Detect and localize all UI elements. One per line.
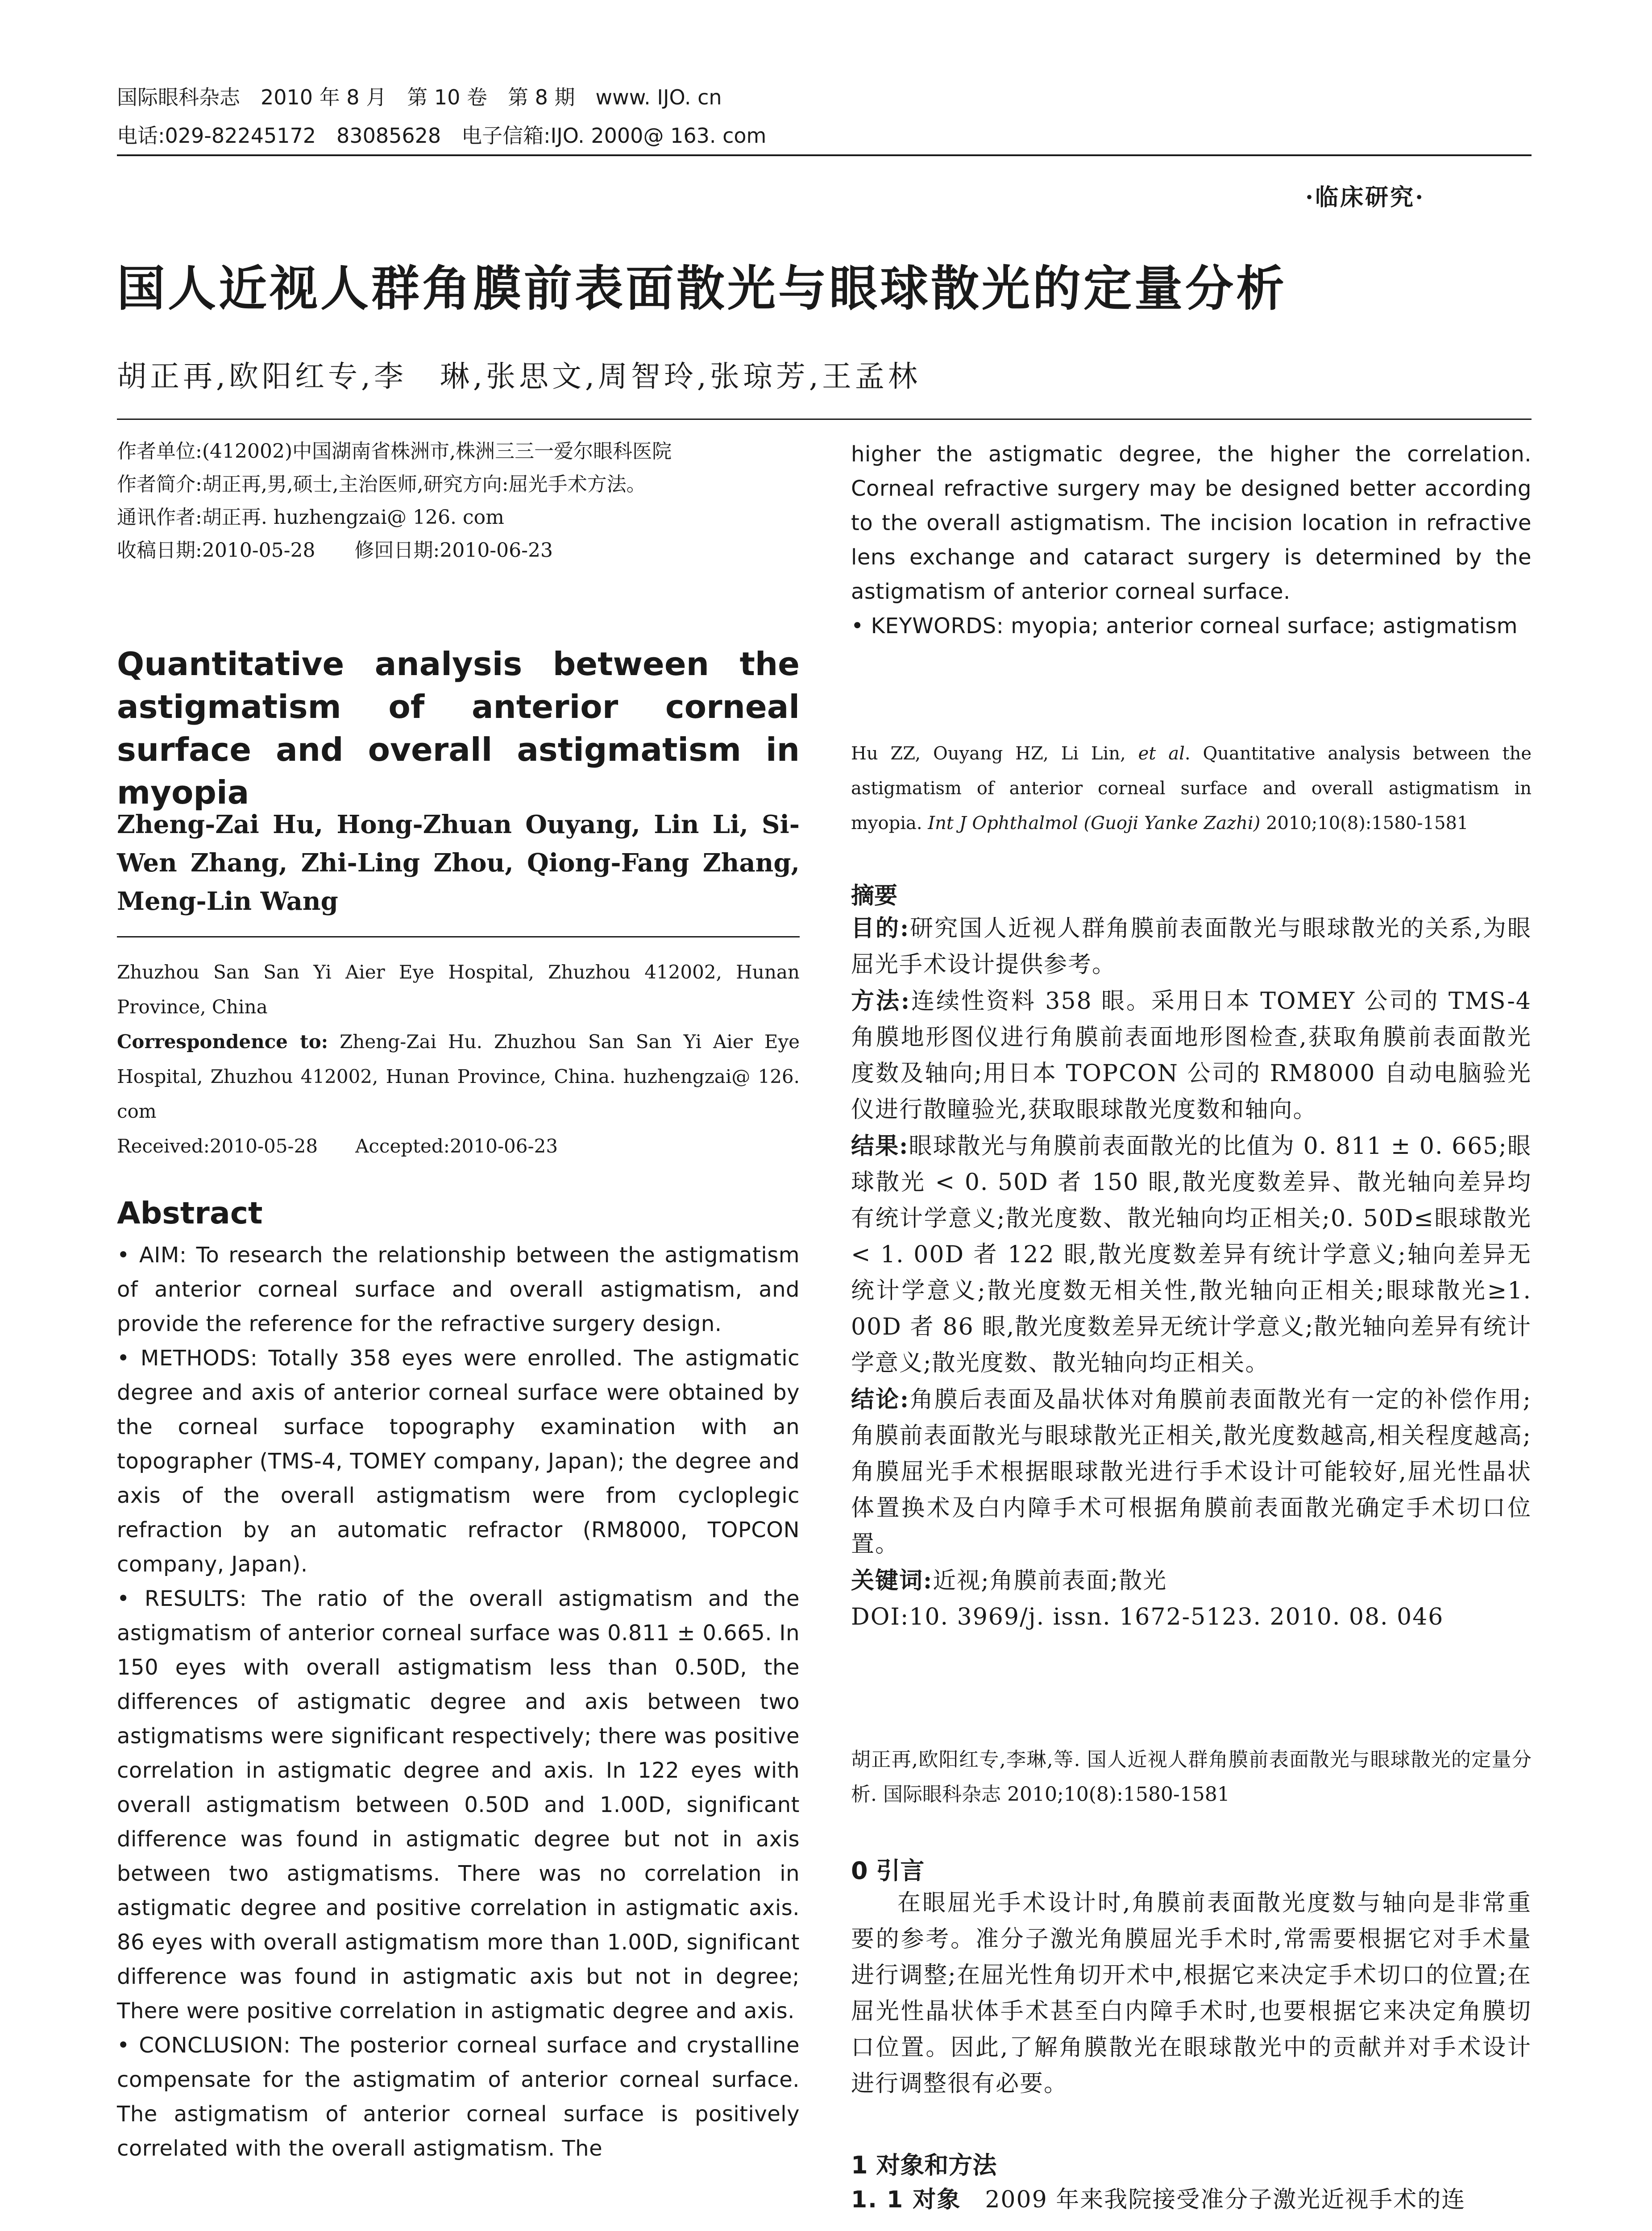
abstract-cn-methods-label: 方法: bbox=[851, 987, 911, 1015]
abstract-en-right bbox=[851, 437, 1532, 643]
abstract-cn-keywords-text: 近视;角膜前表面;散光 bbox=[933, 1568, 1167, 1594]
citation-en-title: . Quantitative analysis between the astigmatism of anterior corneal surface and overall astigmatism in myopia. bbox=[851, 743, 1532, 834]
abstract-cn-results-label: 结果: bbox=[851, 1132, 909, 1160]
affiliation-rule bbox=[117, 936, 800, 937]
abstract-heading: Abstract bbox=[117, 1196, 263, 1231]
affiliation-block bbox=[117, 955, 800, 1164]
abstract-conclusion-part2: higher the astigmatic degree, the higher the correlation. Corneal refractive surgery may be designed better according to the overall astigmatism. The incision location in refractive lens exchange and cataract surgery is determined by the astigmatism of anterior corneal surface. bbox=[851, 442, 1532, 604]
intro-heading: 0 引言 bbox=[851, 1857, 925, 1885]
author-info bbox=[117, 435, 800, 567]
affiliation-address: Zhuzhou San San Yi Aier Eye Hospital, Zhuzhou 412002, Hunan Province, China bbox=[117, 961, 800, 1018]
abstract-en-left bbox=[117, 1238, 800, 2166]
correspondence-label: Correspondence to: bbox=[117, 1031, 328, 1053]
abstract-cn-aim-text: 研究国人近视人群角膜前表面散光与眼球散光的关系,为眼屈光手术设计提供参考。 bbox=[851, 915, 1532, 978]
methods-subsection-label: 1. 1 对象 bbox=[851, 2186, 961, 2213]
abstract-cn-conclusion-text: 角膜后表面及晶状体对角膜前表面散光有一定的补偿作用;角膜前表面散光与眼球散光正相关,散光度数越高,相关程度越高;角膜屈光手术根据眼球散光进行手术设计可能较好,屈光性晶状体置换术及白内障手术可根据角膜前表面散光确定手术切口位置。 bbox=[851, 1386, 1532, 1558]
english-title: Quantitative analysis between the astigmatism of anterior corneal surface and overall astigmatism in myopia bbox=[117, 645, 800, 811]
citation-cn: 胡正再,欧阳红专,李琳,等. 国人近视人群角膜前表面散光与眼球散光的定量分析. 国际眼科杂志 2010;10(8):1580-1581 bbox=[851, 1748, 1532, 1806]
citation-en-volume: 2010;10(8):1580-1581 bbox=[1260, 813, 1469, 834]
author-dates: 收稿日期:2010-05-28 修回日期:2010-06-23 bbox=[117, 539, 553, 562]
abstract-methods: • METHODS: Totally 358 eyes were enrolled. The astigmatic degree and axis of anterior corneal surface were obtained by the corneal surface topography examination with an topographer (TMS-4, TOMEY company, Japan); the degree and axis of the overall astigmatism were from cycloplegic refraction by an automatic refractor (RM8000, TOPCON company, Japan). bbox=[117, 1346, 800, 1577]
abstract-conclusion-part1: • CONCLUSION: The posterior corneal surface and crystalline compensate for the astigmatim of anterior corneal surface. The astigmatism of anterior corneal surface is positively correlated with the overall astigmatism. The bbox=[117, 2033, 800, 2161]
english-authors: Zheng-Zai Hu, Hong-Zhuan Ouyang, Lin Li, Si-Wen Zhang, Zhi-Ling Zhou, Qiong-Fang Zhang, Meng-Lin Wang bbox=[117, 810, 800, 916]
abstract-cn-conclusion-label: 结论: bbox=[851, 1386, 910, 1413]
author-correspondent: 通讯作者:胡正再. huzhengzai@ 126. com bbox=[117, 506, 504, 529]
abstract-cn-doi: DOI:10. 3969/j. issn. 1672-5123. 2010. 08. 046 bbox=[851, 1604, 1444, 1630]
abstract-results: • RESULTS: The ratio of the overall astigmatism and the astigmatism of anterior corneal surface was 0.811 ± 0.665. In 150 eyes with overall astigmatism less than 0.50D, the differences of astigmatic degree and axis between two astigmatisms were significant respectively; there was positive correlation in astigmatic degree and axis. In 122 eyes with overall astigmatism between 0.50D and 1.00D, significant difference was found in astigmatic degree but not in axis between two astigmatisms. There was no correlation in astigmatic degree and positive correlation in astigmatic axis. 86 eyes with overall astigmatism more than 1.00D, significant difference was found in astigmatic axis but not in degree; There were positive correlation in astigmatic degree and axis. bbox=[117, 1586, 800, 2024]
author-unit: 作者单位:(412002)中国湖南省株洲市,株洲三三一爱尔眼科医院 bbox=[117, 440, 672, 463]
affiliation-dates: Received:2010-05-28 Accepted:2010-06-23 bbox=[117, 1135, 558, 1157]
journal-header-line2: 电话:029-82245172 83085628 电子信箱:IJO. 2000@ 163. com bbox=[117, 124, 767, 148]
abstract-aim: • AIM: To research the relationship between the astigmatism of anterior corneal surface and overall astigmatism, and provide the reference for the refractive surgery design. bbox=[117, 1243, 800, 1336]
abstract-cn-aim-label: 目的: bbox=[851, 915, 910, 942]
methods-heading: 1 对象和方法 bbox=[851, 2151, 997, 2179]
abstract-cn bbox=[851, 910, 1532, 1635]
abstract-cn-keywords-label: 关键词: bbox=[851, 1567, 933, 1594]
methods-subsection bbox=[851, 2182, 1532, 2218]
abstract-keywords: • KEYWORDS: myopia; anterior corneal surface; astigmatism bbox=[851, 614, 1518, 639]
intro-text: 在眼屈光手术设计时,角膜前表面散光度数与轴向是非常重要的参考。准分子激光角膜屈光手术时,常需要根据它对手术量进行调整;在屈光性角切开术中,根据它来决定手术切口的位置;在屈光性晶状体手术甚至白内障手术时,也要根据它来决定角膜切口位置。因此,了解角膜散光在眼球散光中的贡献并对手术设计进行调整很有必要。 bbox=[851, 1890, 1532, 2097]
citation-en-journal: Int J Ophthalmol (Guoji Yanke Zazhi) bbox=[928, 813, 1261, 834]
header-rule bbox=[117, 154, 1532, 156]
abstract-cn-conclusion bbox=[851, 1381, 1532, 1563]
page-title: 国人近视人群角膜前表面散光与眼球散光的定量分析 bbox=[117, 261, 1287, 317]
authors-cn: 胡正再,欧阳红专,李 琳,张思文,周智玲,张琼芳,王孟林 bbox=[117, 359, 921, 394]
correspondence bbox=[117, 1024, 800, 1129]
methods-subsection-text: 2009 年来我院接受准分子激光近视手术的连 bbox=[961, 2186, 1466, 2213]
correspondence-text: Zheng-Zai Hu. Zhuzhou San San Yi Aier Eye Hospital, Zhuzhou 412002, Hunan Province, China. huzhengzai@ 126. com bbox=[117, 1031, 800, 1122]
abstract-cn-keywords bbox=[851, 1563, 1532, 1599]
abstract-cn-methods-text: 连续性资料 358 眼。采用日本 TOMEY 公司的 TMS-4 角膜地形图仪进行角膜前表面地形图检查,获取角膜前表面散光度数及轴向;用日本 TOPCON 公司的 RM8000 自动电脑验光仪进行散瞳验光,获取眼球散光度数和轴向。 bbox=[851, 988, 1532, 1123]
abstract-cn-results bbox=[851, 1128, 1532, 1381]
abstract-cn-aim bbox=[851, 910, 1532, 983]
citation-en-authors: Hu ZZ, Ouyang HZ, Li Lin, bbox=[851, 743, 1138, 764]
citation-en-etal: et al bbox=[1138, 743, 1185, 764]
citation-en bbox=[851, 736, 1532, 841]
abstract-cn-methods bbox=[851, 983, 1532, 1128]
title-rule bbox=[117, 419, 1532, 420]
journal-header-line1: 国际眼科杂志 2010 年 8 月 第 10 卷 第 8 期 www. IJO. cn bbox=[117, 85, 722, 109]
abstract-cn-results-text: 眼球散光与角膜前表面散光的比值为 0. 811 ± 0. 665;眼球散光 < 0. 50D 者 150 眼,散光度数差异、散光轴向差异均有统计学意义;散光度数、散光轴向均正相关;0. 50D≤眼球散光 < 1. 00D 者 122 眼,散光度数差异有统计学意义;轴向差异无统计学意义;散光度数无相关性,散光轴向正相关;眼球散光≥1. 00D 者 86 眼,散光度数差异无统计学意义;散光轴向差异有统计学意义;散光度数、散光轴向均正相关。 bbox=[851, 1133, 1532, 1377]
author-intro: 作者简介:胡正再,男,硕士,主治医师,研究方向:屈光手术方法。 bbox=[117, 473, 646, 496]
section-tag: ·临床研究· bbox=[1305, 184, 1425, 211]
abstract-cn-heading: 摘要 bbox=[851, 883, 898, 909]
